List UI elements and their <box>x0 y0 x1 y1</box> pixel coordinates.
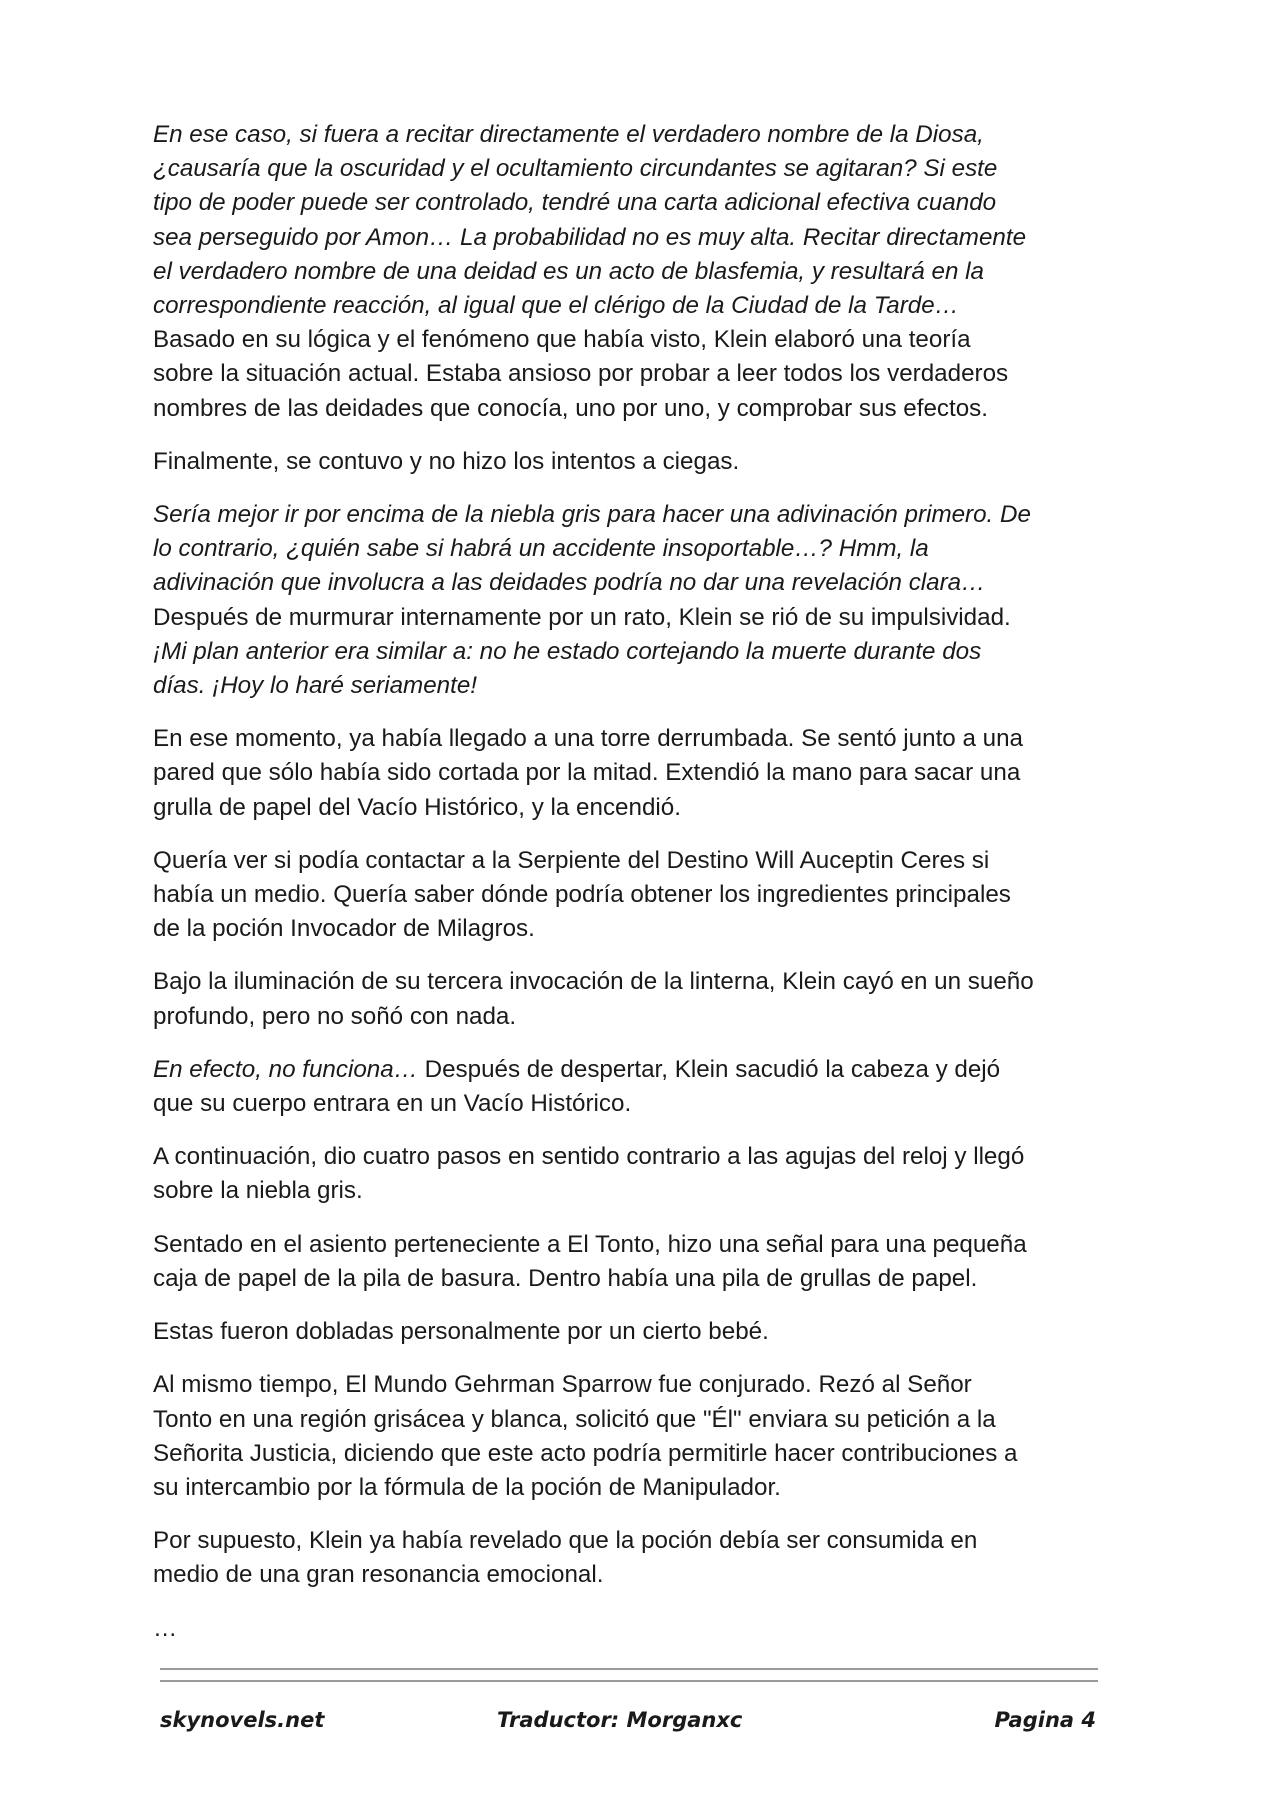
text-line <box>153 635 1103 669</box>
text-line <box>153 1262 1103 1296</box>
text-segment: Quería ver si podía contactar a la Serpiente del Destino Will Auceptin Ceres si <box>153 846 990 874</box>
italic-text-segment: En efecto, no funciona… <box>153 1055 418 1083</box>
text-segment: profundo, pero no soñó con nada. <box>153 1002 517 1030</box>
text-line <box>153 1140 1103 1174</box>
text-line <box>153 1524 1103 1558</box>
text-segment: Bajo la iluminación de su tercera invocación de la linterna, Klein cayó en un sueño <box>153 968 1034 996</box>
text-segment: que su cuerpo entrara en un Vacío Histórico. <box>153 1090 632 1118</box>
text-line <box>153 791 1103 825</box>
text-segment: … <box>153 1614 178 1642</box>
text-segment: pared que sólo había sido cortada por la mitad. Extendió la mano para sacar una <box>153 759 1021 787</box>
paragraph <box>153 1053 1103 1121</box>
text-line <box>153 445 1103 479</box>
paragraph <box>153 1315 1103 1349</box>
text-line <box>153 255 1103 289</box>
text-segment: medio de una gran resonancia emocional. <box>153 1561 604 1589</box>
italic-text-segment: lo contrario, ¿quién sabe si habrá un accidente insoportable…? Hmm, la <box>153 535 929 563</box>
italic-text-segment: ¡Mi plan anterior era similar a: no he estado cortejando la muerte durante dos <box>153 637 982 665</box>
text-line <box>153 1471 1103 1505</box>
text-line <box>153 532 1103 566</box>
italic-text-segment: adivinación que involucra a las deidades podría no dar una revelación clara… <box>153 569 986 597</box>
text-line <box>153 756 1103 790</box>
italic-text-segment: tipo de poder puede ser controlado, tendré una carta adicional efectiva cuando <box>153 189 997 217</box>
text-segment: Finalmente, se contuvo y no hizo los intentos a ciegas. <box>153 447 740 475</box>
text-line <box>153 1053 1103 1087</box>
paragraph <box>153 1524 1103 1592</box>
paragraph <box>153 965 1103 1033</box>
text-segment: sobre la situación actual. Estaba ansioso por probar a leer todos los verdaderos <box>153 360 1009 388</box>
italic-text-segment: ¿causaría que la oscuridad y el ocultamiento circundantes se agitaran? Si este <box>153 155 998 183</box>
paragraph <box>153 445 1103 479</box>
text-segment: nombres de las deidades que conocía, uno por uno, y comprobar sus efectos. <box>153 394 988 422</box>
italic-text-segment: Sería mejor ir por encima de la niebla gris para hacer una adivinación primero. De <box>153 501 1031 529</box>
text-line <box>153 669 1103 703</box>
text-line <box>153 844 1103 878</box>
footer-translator: Traductor: Morganxc <box>497 1708 743 1732</box>
text-line <box>153 221 1103 255</box>
footer-site-name: skynovels.net <box>160 1708 325 1732</box>
italic-text-segment: el verdadero nombre de una deidad es un acto de blasfemia, y resultará en la <box>153 257 984 285</box>
italic-text-segment: días. ¡Hoy lo haré seriamente! <box>153 672 477 700</box>
text-line <box>153 965 1103 999</box>
text-segment: caja de papel de la pila de basura. Dentro había una pila de grullas de papel. <box>153 1264 978 1292</box>
page-body <box>153 118 1103 1665</box>
text-segment: Basado en su lógica y el fenómeno que había visto, Klein elaboró una teoría <box>153 326 971 354</box>
text-line <box>153 722 1103 756</box>
text-line <box>153 357 1103 391</box>
text-line <box>153 498 1103 532</box>
text-line <box>153 1228 1103 1262</box>
text-segment: su intercambio por la fórmula de la poción de Manipulador. <box>153 1473 781 1501</box>
text-line <box>153 601 1103 635</box>
text-line <box>153 1558 1103 1592</box>
text-segment: Al mismo tiempo, El Mundo Gehrman Sparrow fue conjurado. Rezó al Señor <box>153 1371 972 1399</box>
text-segment: Estas fueron dobladas personalmente por un cierto bebé. <box>153 1318 769 1346</box>
text-segment: Sentado en el asiento perteneciente a El Tonto, hizo una señal para una pequeña <box>153 1230 1027 1258</box>
italic-text-segment: sea perseguido por Amon… La probabilidad no es muy alta. Recitar directamente <box>153 223 1027 251</box>
text-line <box>153 1315 1103 1349</box>
text-segment: Tonto en una región grisácea y blanca, solicitó que "Él" enviara su petición a la <box>153 1405 996 1433</box>
text-line <box>153 289 1103 323</box>
paragraph <box>153 844 1103 947</box>
paragraph <box>153 1140 1103 1208</box>
paragraph <box>153 498 1103 703</box>
text-segment: había un medio. Quería saber dónde podría obtener los ingredientes principales <box>153 881 1011 909</box>
text-segment: A continuación, dio cuatro pasos en sentido contrario a las agujas del reloj y llegó <box>153 1143 1025 1171</box>
paragraph <box>153 722 1103 825</box>
footer-divider-top <box>160 1668 1098 1670</box>
text-segment: grulla de papel del Vacío Histórico, y la encendió. <box>153 793 681 821</box>
paragraph <box>153 1368 1103 1505</box>
text-line <box>153 1368 1103 1402</box>
text-line <box>153 1000 1103 1034</box>
text-segment: En ese momento, ya había llegado a una torre derrumbada. Se sentó junto a una <box>153 725 1023 753</box>
text-segment: Señorita Justicia, diciendo que este acto podría permitirle hacer contribuciones a <box>153 1439 1018 1467</box>
text-segment: Por supuesto, Klein ya había revelado que la poción debía ser consumida en <box>153 1527 978 1555</box>
text-line <box>153 392 1103 426</box>
text-line <box>153 1087 1103 1121</box>
text-segment: Después de murmurar internamente por un rato, Klein se rió de su impulsividad. <box>153 603 1011 631</box>
italic-text-segment: En ese caso, si fuera a recitar directamente el verdadero nombre de la Diosa, <box>153 121 984 148</box>
text-line <box>153 1612 1103 1646</box>
footer-page-number: Pagina 4 <box>994 1708 1096 1732</box>
text-line <box>153 1174 1103 1208</box>
text-line <box>153 118 1103 152</box>
text-line <box>153 878 1103 912</box>
text-line <box>153 152 1103 186</box>
text-line <box>153 323 1103 357</box>
paragraph <box>153 118 1103 426</box>
text-line <box>153 566 1103 600</box>
text-line <box>153 912 1103 946</box>
text-line <box>153 1403 1103 1437</box>
footer-divider-bottom <box>160 1680 1098 1682</box>
text-line <box>153 1437 1103 1471</box>
paragraph <box>153 1228 1103 1296</box>
text-line <box>153 186 1103 220</box>
italic-text-segment: correspondiente reacción, al igual que el clérigo de la Ciudad de la Tarde… <box>153 292 959 320</box>
text-segment: de la poción Invocador de Milagros. <box>153 915 535 943</box>
text-segment: sobre la niebla gris. <box>153 1177 363 1205</box>
text-segment: Después de despertar, Klein sacudió la cabeza y dejó <box>417 1055 1001 1083</box>
page-footer <box>160 1708 1098 1748</box>
paragraph <box>153 1612 1103 1646</box>
